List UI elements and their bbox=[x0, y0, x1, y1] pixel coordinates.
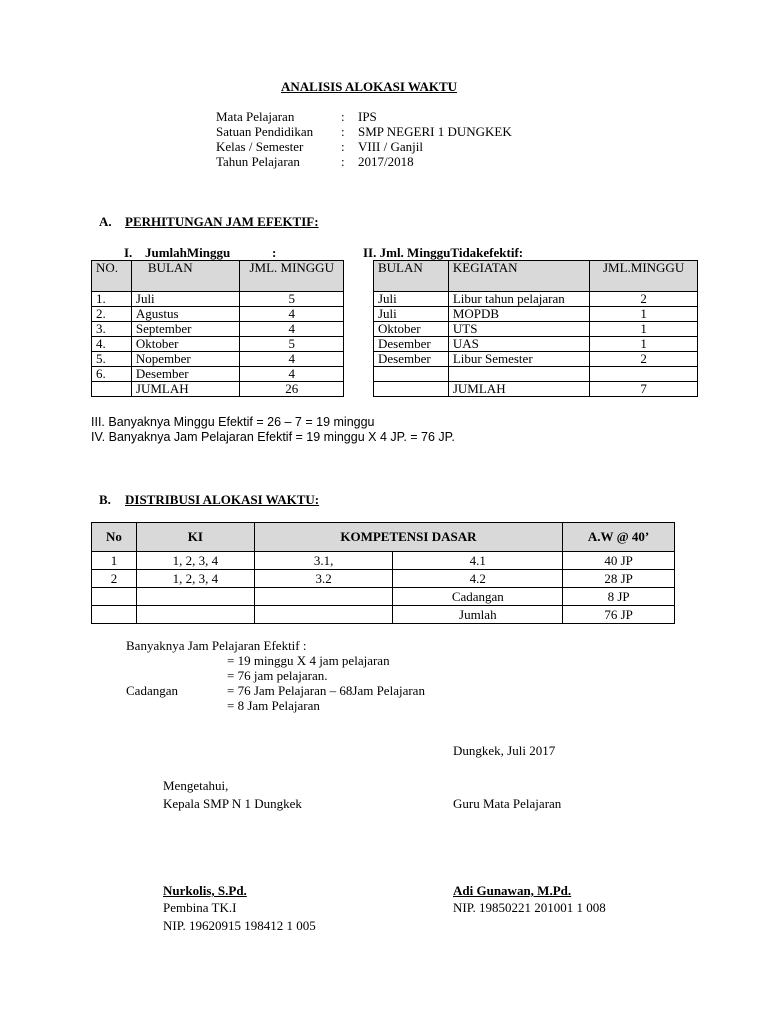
cell-empty bbox=[92, 606, 137, 624]
cell-no: 4. bbox=[92, 337, 132, 352]
cell-weeks: 5 bbox=[240, 292, 344, 307]
cell-activity: MOPDB bbox=[448, 307, 589, 322]
info-value-subject: IPS bbox=[358, 109, 377, 124]
signature-left-name: Nurkolis, S.Pd. bbox=[163, 883, 247, 898]
cell-weeks: 5 bbox=[240, 337, 344, 352]
cell-empty bbox=[254, 606, 393, 624]
col-header-weeks: JML. MINGGU bbox=[240, 261, 344, 292]
table-row bbox=[92, 337, 344, 352]
cell-no: 2. bbox=[92, 307, 132, 322]
cell-month bbox=[374, 382, 449, 397]
weeks-table bbox=[91, 260, 344, 397]
cell-weeks: 4 bbox=[240, 367, 344, 382]
cell-aw: 40 JP bbox=[563, 552, 675, 570]
cell-weeks: 4 bbox=[240, 322, 344, 337]
col-header-month: BULAN bbox=[131, 261, 240, 292]
col-header-month: BULAN bbox=[374, 261, 449, 292]
distribution-table bbox=[91, 522, 675, 624]
table1-caption-num: I. bbox=[124, 245, 133, 260]
info-sep: : bbox=[341, 139, 345, 154]
cadangan-value: 8 JP bbox=[563, 588, 675, 606]
cell-no: 6. bbox=[92, 367, 132, 382]
col-header-kd: KOMPETENSI DASAR bbox=[254, 523, 562, 552]
cell-no: 2 bbox=[92, 570, 137, 588]
cell-aw: 28 JP bbox=[563, 570, 675, 588]
cell-ki: 1, 2, 3, 4 bbox=[136, 552, 254, 570]
page-title: ANALISIS ALOKASI WAKTU bbox=[281, 79, 458, 94]
cell-weeks: 1 bbox=[590, 337, 698, 352]
table-total-row bbox=[92, 606, 675, 624]
info-value-class: VIII / Ganjil bbox=[358, 139, 423, 154]
col-header-no: No bbox=[92, 523, 137, 552]
info-label-year: Tahun Pelajaran bbox=[216, 154, 300, 169]
table2-caption: II. Jml. MingguTidakefektif: bbox=[363, 245, 524, 260]
summary-cadangan-label: Cadangan bbox=[126, 683, 178, 698]
col-header-weeks: JML.MINGGU bbox=[590, 261, 698, 292]
info-sep: : bbox=[341, 124, 345, 139]
table1-caption: JumlahMinggu bbox=[145, 245, 231, 260]
cell-no bbox=[92, 382, 132, 397]
cell-activity: Libur tahun pelajaran bbox=[448, 292, 589, 307]
cell-month: September bbox=[131, 322, 240, 337]
cell-weeks bbox=[590, 367, 698, 382]
section-a-heading: PERHITUNGAN JAM EFEKTIF: bbox=[125, 214, 319, 229]
table-row bbox=[92, 322, 344, 337]
signature-left-nip: NIP. 19620915 198412 1 005 bbox=[163, 918, 316, 933]
signature-left-role: Kepala SMP N 1 Dungkek bbox=[163, 796, 302, 811]
cell-no: 5. bbox=[92, 352, 132, 367]
col-header-aw: A.W @ 40’ bbox=[563, 523, 675, 552]
jumlah-label: Jumlah bbox=[393, 606, 563, 624]
table-row bbox=[374, 352, 698, 367]
cell-weeks: 1 bbox=[590, 322, 698, 337]
info-label-class: Kelas / Semester bbox=[216, 139, 304, 154]
cell-empty bbox=[254, 588, 393, 606]
table-row bbox=[374, 292, 698, 307]
cadangan-label: Cadangan bbox=[393, 588, 563, 606]
table-row bbox=[92, 352, 344, 367]
section-b-heading: DISTRIBUSI ALOKASI WAKTU: bbox=[125, 492, 320, 507]
signature-left-intro: Mengetahui, bbox=[163, 778, 229, 793]
cell-weeks: 1 bbox=[590, 307, 698, 322]
cell-month: Nopember bbox=[131, 352, 240, 367]
section-a-letter: A. bbox=[99, 214, 112, 229]
cell-activity: UAS bbox=[448, 337, 589, 352]
info-sep: : bbox=[341, 109, 345, 124]
total-label: JUMLAH bbox=[131, 382, 240, 397]
table-row bbox=[92, 292, 344, 307]
cell-empty bbox=[136, 606, 254, 624]
summary-line-4: = 76 Jam Pelajaran – 68Jam Pelajaran bbox=[227, 683, 425, 698]
cell-month: Juli bbox=[374, 307, 449, 322]
cell-month: Desember bbox=[131, 367, 240, 382]
col-header-no: NO. bbox=[92, 261, 132, 292]
place-date: Dungkek, Juli 2017 bbox=[453, 743, 556, 758]
table-row bbox=[374, 337, 698, 352]
table-row bbox=[374, 322, 698, 337]
table-row bbox=[374, 307, 698, 322]
info-value-school: SMP NEGERI 1 DUNGKEK bbox=[358, 124, 512, 139]
summary-line-2: = 19 minggu X 4 jam pelajaran bbox=[227, 653, 390, 668]
table-row bbox=[92, 367, 344, 382]
cell-kd-skill: 4.1 bbox=[393, 552, 563, 570]
col-header-activity: KEGIATAN bbox=[448, 261, 589, 292]
info-label-school: Satuan Pendidikan bbox=[216, 124, 314, 139]
cell-month: Oktober bbox=[131, 337, 240, 352]
signature-right-role: Guru Mata Pelajaran bbox=[453, 796, 562, 811]
non-effective-weeks-table bbox=[373, 260, 698, 397]
summary-line-5: = 8 Jam Pelajaran bbox=[227, 698, 320, 713]
cell-activity bbox=[448, 367, 589, 382]
table-total-row bbox=[374, 382, 698, 397]
effective-hours-line: IV. Banyaknya Jam Pelajaran Efektif = 19 minggu X 4 JP. = 76 JP. bbox=[91, 430, 455, 444]
info-value-year: 2017/2018 bbox=[358, 154, 414, 169]
summary-line-1: Banyaknya Jam Pelajaran Efektif : bbox=[126, 638, 307, 653]
cell-weeks: 2 bbox=[590, 292, 698, 307]
total-value: 26 bbox=[240, 382, 344, 397]
cell-weeks: 2 bbox=[590, 352, 698, 367]
total-label: JUMLAH bbox=[448, 382, 589, 397]
table1-caption-colon: : bbox=[272, 245, 277, 260]
cell-ki: 1, 2, 3, 4 bbox=[136, 570, 254, 588]
table-total-row bbox=[92, 382, 344, 397]
cell-empty bbox=[136, 588, 254, 606]
col-header-ki: KI bbox=[136, 523, 254, 552]
cell-kd-knowledge: 3.2 bbox=[254, 570, 393, 588]
table-cadangan-row bbox=[92, 588, 675, 606]
effective-weeks-line: III. Banyaknya Minggu Efektif = 26 – 7 = 19 minggu bbox=[91, 415, 375, 429]
summary-line-3: = 76 jam pelajaran. bbox=[227, 668, 328, 683]
cell-kd-skill: 4.2 bbox=[393, 570, 563, 588]
cell-month bbox=[374, 367, 449, 382]
table-row bbox=[92, 570, 675, 588]
cell-no: 3. bbox=[92, 322, 132, 337]
section-b-letter: B. bbox=[99, 492, 111, 507]
cell-month: Oktober bbox=[374, 322, 449, 337]
info-sep: : bbox=[341, 154, 345, 169]
cell-month: Agustus bbox=[131, 307, 240, 322]
cell-activity: Libur Semester bbox=[448, 352, 589, 367]
cell-month: Desember bbox=[374, 352, 449, 367]
total-value: 7 bbox=[590, 382, 698, 397]
cell-empty bbox=[92, 588, 137, 606]
cell-month: Juli bbox=[131, 292, 240, 307]
cell-weeks: 4 bbox=[240, 352, 344, 367]
cell-month: Desember bbox=[374, 337, 449, 352]
signature-right-name: Adi Gunawan, M.Pd. bbox=[453, 883, 572, 898]
cell-activity: UTS bbox=[448, 322, 589, 337]
table-row bbox=[374, 367, 698, 382]
jumlah-value: 76 JP bbox=[563, 606, 675, 624]
signature-left-rank: Pembina TK.I bbox=[163, 900, 237, 915]
info-label-subject: Mata Pelajaran bbox=[216, 109, 295, 124]
cell-no: 1. bbox=[92, 292, 132, 307]
cell-weeks: 4 bbox=[240, 307, 344, 322]
table-row bbox=[92, 307, 344, 322]
cell-no: 1 bbox=[92, 552, 137, 570]
table-row bbox=[92, 552, 675, 570]
cell-month: Juli bbox=[374, 292, 449, 307]
signature-right-nip: NIP. 19850221 201001 1 008 bbox=[453, 900, 606, 915]
cell-kd-knowledge: 3.1, bbox=[254, 552, 393, 570]
